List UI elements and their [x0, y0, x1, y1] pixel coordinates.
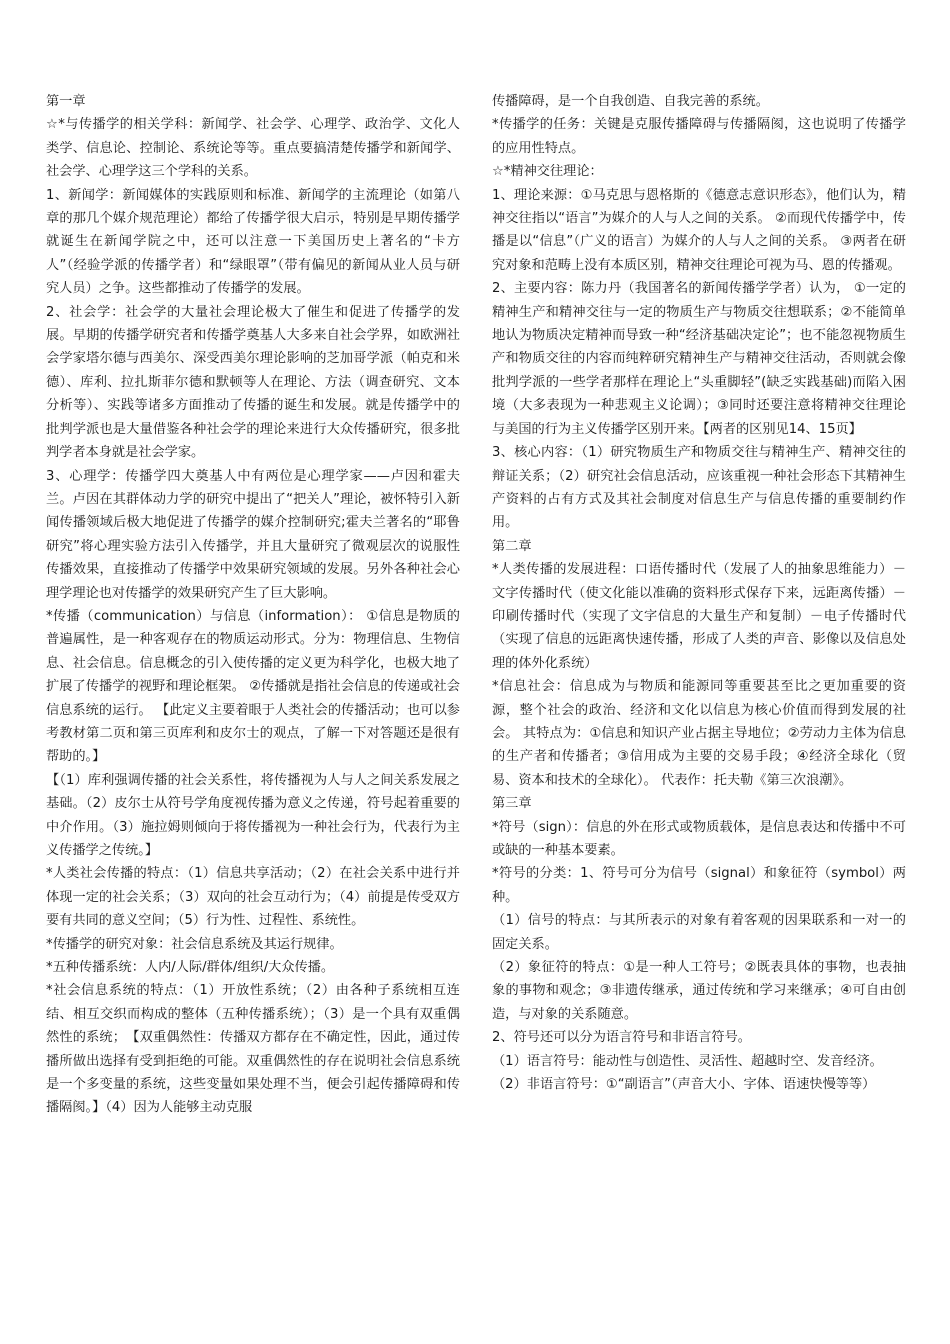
paragraph-development-process: *人类传播的发展进程：口语传播时代（发展了人的抽象思维能力）－文字传播时代（使文化能以准确的资料形式保存下来，远距离传播）－印刷传播时代（实现了文字信息的大量生产和复制）－电子传播时代（实现了信息的远距离快速传播，形成了人类的声音、影像以及信息处理的体外化系统） — [492, 562, 906, 671]
paragraph-related-disciplines: ☆*与传播学的相关学科：新闻学、社会学、心理学、政治学、文化人类学、信息论、控制论、系统论等等。重点要搞清楚传播学和新闻学、社会学、心理学这三个学科的关系。 — [46, 117, 460, 180]
paragraph-core-content: 3、核心内容：（1）研究物质生产和物质交往与精神生产、精神交往的辩证关系；（2）研究社会信息活动，应该重视一种社会形态下其精神生产资料的占有方式及其社会制度对信息生产与信息传播的重要制约作用。 — [492, 445, 906, 531]
chapter-3-heading: 第三章 — [492, 796, 532, 812]
paragraph-symbol-features: （2）象征符的特点：①是一种人工符号；②既表具体的事物，也表抽象的事物和观念；③非遗传继承，通过传统和学习来继承；④可自由创造，与对象的关系随意。 — [492, 960, 906, 1022]
paragraph-social-info-system: *社会信息系统的特点：（1）开放性系统；（2）由各种子系统相互连结、相互交织而构成的整体（五种传播系统）；（3）是一个具有双重偶然性的系统； 【双重偶然性：传播双方都存在不确定性，因此，通过传播所做出选择有受到拒绝的可能。双重偶然性的存在说明社会信息系统是一个多变量的系统，这些变量如果处理不当，便会引起传播障碍和传播隔阂。】（4）因为人能够主动克服 — [46, 983, 460, 1116]
paragraph-sign-definition: *符号（sign）：信息的外在形式或物质载体，是信息表达和传播中不可或缺的一种基本要素。 — [492, 819, 906, 858]
paragraph-communication-information: *传播（communication）与信息（information）： ①信息是物质的普遍属性，是一种客观存在的物质运动形式。分为：物理信息、生物信息、社会信息。信息概念的引入使传播的定义更为科学化，也极大地了扩展了传播学的视野和理论框架。 ②传播就是指社会信息的传递或社会信息系统的运行。 【此定义主要着眼于人类社会的传播活动；也可以参考教材第二页和第三页库利和皮尔士的观点，了解一下对答题还是很有帮助的。】 — [46, 608, 460, 765]
paragraph-self-improving-system: 传播障碍，是一个自我创造、自我完善的系统。 — [492, 94, 769, 109]
paragraph-research-object: *传播学的研究对象：社会信息系统及其运行规律。 — [46, 936, 343, 952]
paragraph-information-society: *信息社会：信息成为与物质和能源同等重要甚至比之更加重要的资源，整个社会的政治、经济和文化以信息为核心价值而得到发展的社会。 其特点为：①信息和知识产业占据主导地位；②劳动力主体为信息的生产者和传播者；③信用成为主要的交易手段；④经济全球化（贸易、资本和技术的全球化）。 代表作：托夫勒《第三次浪潮》。 — [492, 679, 906, 788]
chapter-1-heading: 第一章 — [46, 94, 86, 109]
paragraph-verbal-sign: （1）语言符号：能动性与创造性、灵活性、超越时空、发音经济。 — [492, 1053, 883, 1069]
paragraph-cooley-peirce-schramm: 【（1）库利强调传播的社会关系性，将传播视为人与人之间关系发展之基础。（2）皮尔士从符号学角度视传播为意义之传递，符号起着重要的中介作用。（3）施拉姆则倾向于将传播视为一种社会行为，代表行为主义传播学之传统。】 — [46, 772, 460, 858]
paragraph-sign-classification: *符号的分类：1、符号可分为信号（signal）和象征符（symbol）两种。 — [492, 866, 906, 905]
paragraph-task-of-communication: *传播学的任务：关键是克服传播障碍与传播隔阂，这也说明了传播学的应用性特点。 — [492, 117, 906, 156]
paragraph-psychology: 3、心理学：传播学四大奠基人中有两位是心理学家——卢因和霍夫兰。卢因在其群体动力学的研究中提出了“把关人”理论，被怀特引入新闻传播领域后极大地促进了传播学的媒介控制研究;霍夫兰著名的“耶鲁研究”将心理实验方法引入传播学，并且大量研究了微观层次的说服性传播效果，直接推动了传播学中效果研究领域的发展。另外各种社会心理学理论也对传播学的效果研究产生了巨大影响。 — [46, 468, 460, 601]
paragraph-human-communication-features: *人类社会传播的特点：（1）信息共享活动；（2）在社会关系中进行并体现一定的社会关系；（3）双向的社会互动行为；（4）前提是传受双方要有共同的意义空间；（5）行为性、过程性、系统性。 — [46, 866, 460, 929]
paragraph-verbal-nonverbal: 2、符号还可以分为语言符号和非语言符号。 — [492, 1030, 751, 1046]
right-column — [492, 90, 906, 1270]
paragraph-sociology: 2、社会学：社会学的大量社会理论极大了催生和促进了传播学的发展。早期的传播学研究者和传播学奠基人大多来自社会学界，如欧洲社会学家塔尔德与西美尔、深受西美尔理论影响的芝加哥学派（帕克和米德）、库利、拉扎斯菲尔德和默顿等人在理论、方法（调查研究、文本分析等）、实践等诸多方面推动了传播的诞生和发展。就是传播学中的批判学派也是大量借鉴各种社会学的理论来进行大众传播研究，很多批判学者本身就是社会学家。 — [46, 304, 460, 461]
paragraph-five-systems: *五种传播系统：人内/人际/群体/组织/大众传播。 — [46, 960, 335, 976]
paragraph-main-content: 2、主要内容：陈力丹（我国著名的新闻传播学学者）认为， ①一定的精神生产和精神交往与一定的物质生产与物质交往想联系；②不能简单地认为物质决定精神而导致一种“经济基础决定论”；也不能忽视物质生产和物质交往的内容而纯粹研究精神生产与精神交往活动，否则就会像批判学派的一些学者那样在理论上“头重脚轻”(缺乏实践基础)而陷入困境（大多表现为一种悲观主义论调）；③同时还要注意将精神交往理论与美国的行为主义传播学区别开来。【两者的区别见14、15页】 — [492, 281, 906, 437]
paragraph-spiritual-exchange-heading: ☆*精神交往理论： — [492, 164, 603, 180]
left-column — [46, 90, 460, 1270]
paragraph-signal-features: （1）信号的特点：与其所表示的对象有着客观的因果联系和一对一的固定关系。 — [492, 913, 906, 952]
paragraph-journalism: 1、新闻学：新闻媒体的实践原则和标准、新闻学的主流理论（如第八章的那几个媒介规范理论）都给了传播学很大启示，特别是早期传播学就诞生在新闻学院之中，还可以注意一下美国历史上著名的“卡方人”（经验学派的传播学者）和“绿眼罩”（带有偏见的新闻从业人员与研究人员）之争。这些都推动了传播学的发展。 — [46, 187, 460, 297]
paragraph-nonverbal-sign: （2）非语言符号：①“副语言”（声音大小、字体、语速快慢等等） — [492, 1077, 876, 1093]
chapter-2-heading: 第二章 — [492, 538, 532, 554]
paragraph-theory-source: 1、理论来源：①马克思与恩格斯的《德意志意识形态》，他们认为，精神交往指以“语言”为媒介的人与人之间的关系。 ②而现代传播学中，传播是以“信息”（广义的语言）为媒介的人与人之间的关系。 ③两者在研究对象和范畴上没有本质区别，精神交往理论可视为马、恩的传播观。 — [492, 187, 906, 273]
